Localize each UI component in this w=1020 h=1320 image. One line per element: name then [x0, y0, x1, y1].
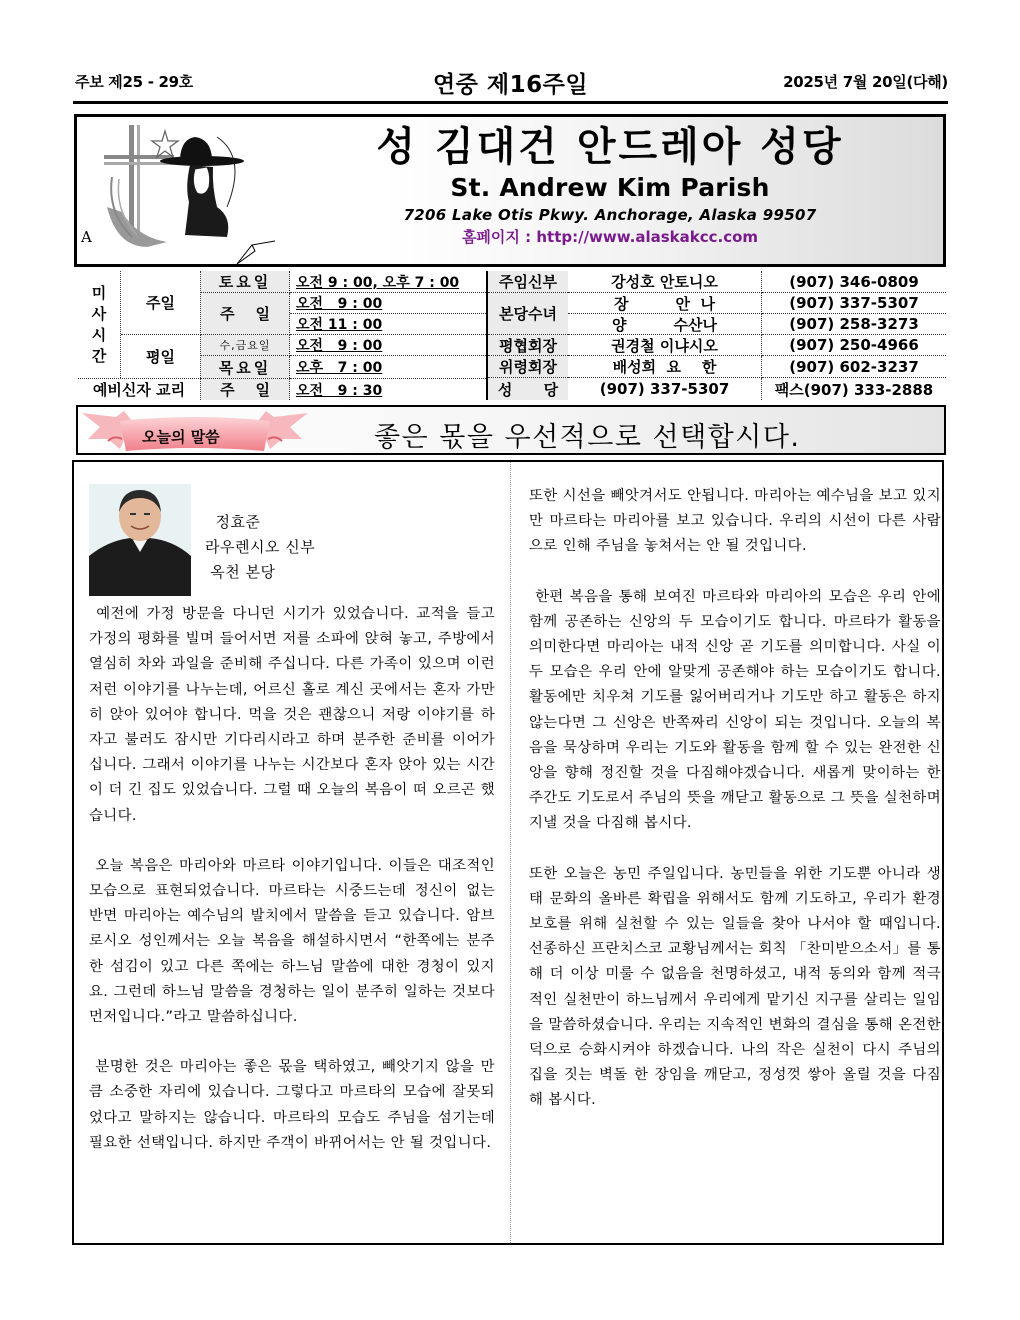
role-council-president: 평협회장	[488, 335, 568, 356]
paragraph: 오늘 복음은 마리아와 마르타 이야기입니다. 이들은 대조적인 모습으로 표현되었습니다. 마르타는 시중드는데 정신이 없는 반면 마리아는 예수님의 발치에서 말씀을 듣고 있습니다. 암브로시오 성인께서는 오늘 복음을 해설하시면서 “한쪽에는 분주한 섬김이 있고 다른 쪽에는 하느님 말씀에 대한 경청이 있지요. 그런데 하느님 말씀을 경청하는 일이 분주히 일하는 것보다 먼저입니다.”라고 말씀하십니다.	[89, 857, 500, 1026]
paragraph: 또한 오늘은 농민 주일입니다. 농민들을 위한 기도뿐 아니라 생태 문화의 올바른 확립을 위해서도 함께 기도하고, 우리가 환경 보호를 위해 실천할 수 있는 일들을 찾아 나서야 할 때입니다. 선종하신 프란치스코 교황님께서는 회칙 「찬미받으소서」를 통해 더 이상 미룰 수 없음을 천명하셨고, 내적 동의와 함께 적극적인 실천만이 하느님께서 우리에게 맡기신 지구를 살리는 일임을 말씀하셨습니다. 우리는 지속적인 변화의 결심을 통해 온전한 덕으로 승화시켜야 하겠습니다. 나의 작은 실천이 다시 주님의 집을 짓는 벽돌 한 장임을 깨닫고, 정성껏 쌓아 올릴 것을 다짐해 봅시다.	[529, 865, 946, 1109]
homepage-link[interactable]: 홈페이지 : http://www.alaskakcc.com	[461, 228, 759, 246]
role-church: 성 당	[488, 378, 568, 400]
church-fax: 팩스(907) 333-2888	[774, 380, 934, 399]
contact-phone[interactable]: (907) 250-4966	[762, 335, 946, 356]
paragraph: 한편 복음을 통해 보여진 마르타와 마리아의 모습은 우리 안에 함께 공존하는 신앙의 두 모습이기도 합니다. 마르타가 활동을 의미한다면 마리아는 내적 신앙 곧 기도를 의미합니다. 사실 이 두 모습은 우리 안에 알맞게 공존해야 하는 모습이기도 합니다. 활동에만 치우쳐 기도를 잃어버리거나 기도만 하고 활동은 하지 않는다면 그 신앙은 반쪽짜리 신앙이 되는 것입니다. 오늘의 복음을 묵상하며 우리는 기도와 활동을 함께 할 수 있는 완전한 신앙을 향해 정진할 것을 다짐해야겠습니다. 새롭게 맞이하는 한 주간도 기도로서 주님의 뜻을 깨닫고 활동으로 그 뜻을 실천하며 지낼 것을 다짐해 봅시다.	[529, 588, 946, 832]
church-phone[interactable]: (907) 337-5307	[568, 378, 762, 400]
masthead	[74, 114, 946, 267]
church-address: 7206 Lake Otis Pkwy. Anchorage, Alaska 99507	[403, 206, 817, 224]
church-logo-icon	[77, 117, 275, 264]
catechumen-time: 오전 9 : 30	[290, 378, 486, 400]
paragraph: 또한 시선을 빼앗겨서도 안됩니다. 마리아는 예수님을 보고 있지만 마르타는 마리아를 보고 있습니다. 우리의 시선이 다른 사람으로 인해 주님을 놓쳐서는 안 될 것입니다.	[529, 488, 941, 555]
left-column	[83, 462, 500, 1156]
day-thursday: 목요일	[201, 356, 290, 378]
day-saturday: 토요일	[201, 271, 290, 293]
priest-photo	[89, 484, 191, 596]
contact-name: 배성희 요 한	[568, 356, 762, 378]
paragraph: 분명한 것은 마리아는 좋은 몫을 택하였고, 빼앗기지 않을 만큼 소중한 자리에 있습니다. 그렇다고 마르타의 모습에 잘못되었다고 말하지는 않습니다. 마르타의 모습도 주님을 섬기는데 필요한 선택입니다. 하지만 주객이 바뀌어서는 안 될 것입니다.	[89, 1059, 500, 1151]
bulletin-header	[73, 66, 948, 96]
contact-name: 장 안 나	[568, 293, 762, 314]
sermon-title: 좋은 몫을 우선적으로 선택합시다.	[374, 422, 801, 453]
weekday-group-label: 평일	[121, 335, 201, 378]
sunday-group-label: 주일	[121, 271, 201, 335]
todays-word-banner	[76, 405, 946, 455]
contact-name: 강성호 안토니오	[568, 271, 762, 293]
catechumen-day: 주 일	[201, 378, 290, 400]
masthead-text	[277, 117, 943, 247]
priest-portrait-icon	[89, 484, 191, 596]
author-title: 라우렌시오 신부	[205, 538, 316, 556]
contact-name: 양 수산나	[568, 314, 762, 335]
church-logo	[77, 117, 275, 264]
author-block	[89, 462, 495, 602]
header-rule	[73, 101, 948, 104]
contact-phone[interactable]: (907) 602-3237	[762, 356, 946, 378]
mass-time-label: 미 사 시 간	[78, 271, 121, 378]
paragraph: 예전에 가정 방문을 다니던 시기가 있었습니다. 교적을 들고 가정의 평화를 빌며 들어서면 저를 소파에 앉혀 놓고, 주방에서 열심히 차와 과일을 준비해 주십니다. 다른 가족이 있으며 이런저런 이야기를 나누는데, 어르신 홀로 계신 곳에서는 혼자 가만히 앉아 있어야 합니다. 먹을 것은 괜찮으니 저랑 이야기를 하자고 불러도 잠시만 기다리시라고 하며 분주한 준비를 이어가십니다. 그래서 이야기를 나누는 시간보다 혼자 앉아 있는 시간이 더 긴 집도 있었습니다. 그럴 때 오늘의 복음이 떠 오르곤 했습니다.	[89, 606, 500, 824]
contact-name: 권경철 이냐시오	[568, 335, 762, 356]
day-wed-fri: 수,금요일	[201, 335, 290, 356]
time-thursday: 오후 7 : 00	[296, 360, 383, 376]
column-divider	[510, 462, 511, 1243]
author-name: 정효준	[205, 513, 261, 531]
author-parish: 옥천 본당	[205, 563, 276, 581]
role-sister: 본당수녀	[488, 293, 568, 335]
issue-number: 주보 제25 - 29호	[75, 73, 194, 91]
time-saturday: 오전 9 : 00, 오후 7 : 00	[290, 271, 486, 293]
logo-letter: A	[81, 228, 92, 246]
contact-phone[interactable]: (907) 258-3273	[762, 314, 946, 335]
author-info	[205, 510, 315, 585]
role-funeral-president: 위령회장	[488, 356, 568, 378]
church-name-korean: 성 김대건 안드레아 성당	[376, 124, 844, 170]
mass-schedule-table	[78, 271, 946, 400]
right-column	[529, 484, 946, 1114]
time-sunday-1: 오전 9 : 00	[290, 293, 486, 314]
contact-phone[interactable]: (907) 346-0809	[762, 271, 946, 293]
catechumen-label: 예비신자 교리	[78, 378, 201, 400]
liturgical-week-title: 연중 제16주일	[432, 72, 589, 98]
bulletin-date: 2025년 7월 20일(다해)	[783, 73, 948, 91]
contact-phone[interactable]: (907) 337-5307	[762, 293, 946, 314]
church-name-english: St. Andrew Kim Parish	[450, 173, 770, 202]
time-sunday-2: 오전 11 : 00	[290, 314, 486, 335]
time-wed-fri: 오전 9 : 00	[290, 335, 486, 356]
role-pastor: 주임신부	[488, 271, 568, 293]
ribbon-decoration	[80, 409, 310, 453]
day-sunday: 주 일	[201, 293, 290, 335]
sermon-article	[72, 460, 944, 1245]
todays-word-label: 오늘의 말씀	[142, 428, 220, 446]
